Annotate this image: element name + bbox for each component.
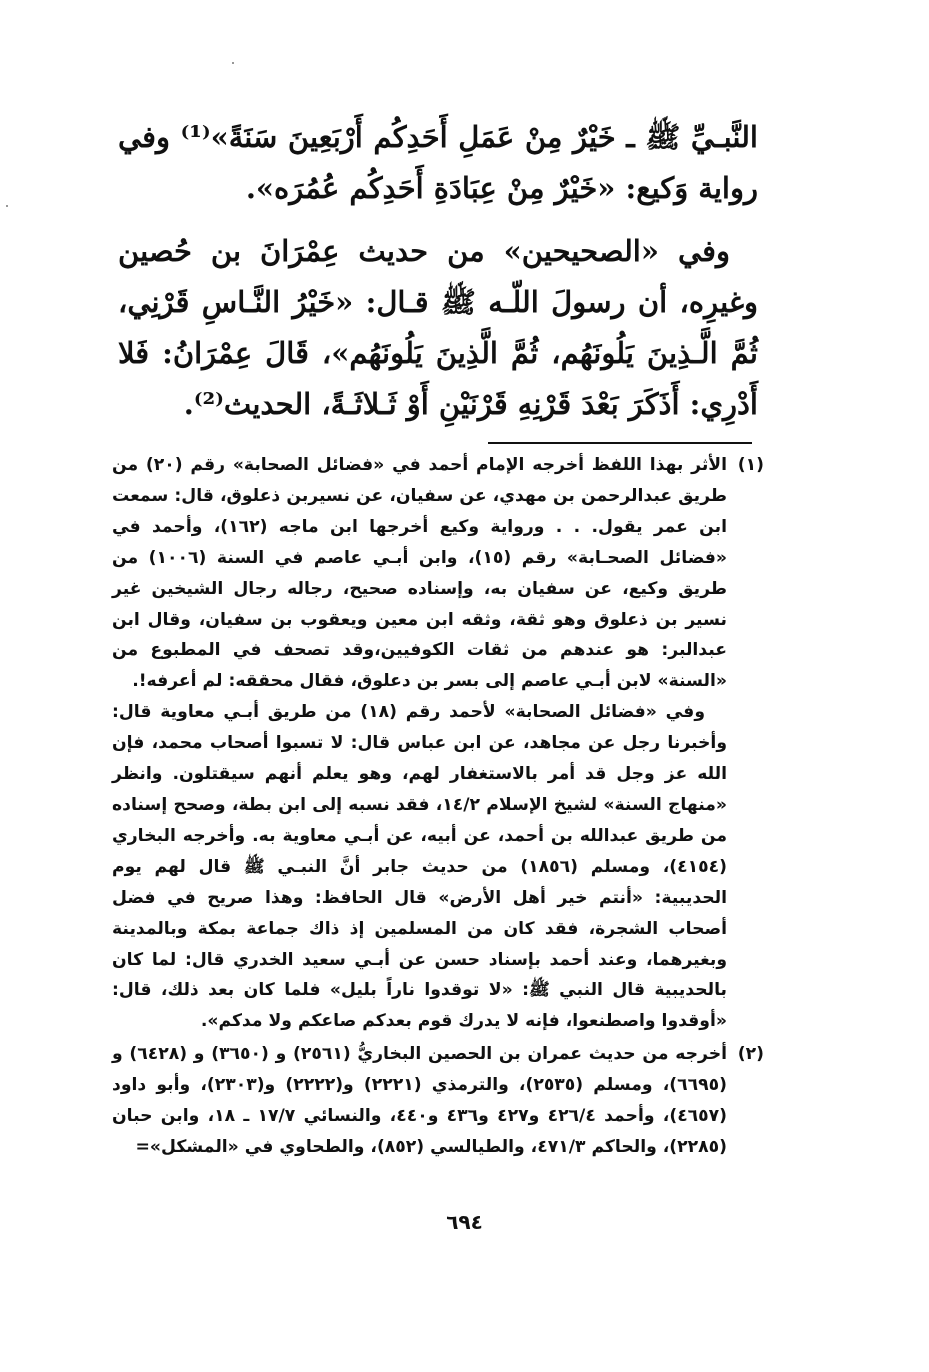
page-number: ٦٩٤ bbox=[446, 1210, 483, 1234]
main-paragraph-2 bbox=[118, 226, 758, 430]
scan-speck bbox=[232, 62, 234, 64]
footnote-2-text: أخرجه من حديث عمران بن الحصين البخاريُّ (٢٥٦١) و (٣٦٥٠) و (٦٤٢٨) و (٦٦٩٥)، ومسلم (٢٥٣٥)، والترمذي (٢٢٢١) و(٢٢٢٢) و(٢٣٠٣)، وأبو داود (٤٦٥٧)، وأحمد ٤٢٦/٤ و٤٢٧ و٤٣٦ و٤٤٠، والنسائي ١٧/٧ ـ ١٨، وابن حبان (٢٢٨٥)، والحاكم ٤٧١/٣، والطيالسي (٨٥٢)، والطحاوي في «المشكل»= bbox=[112, 1044, 728, 1157]
footnote-2 bbox=[112, 1039, 764, 1163]
main-paragraph-1-text: النَّبـيِّ ﷺ ـ خَيْرٌ مِنْ عَمَلِ أَحَدِكُم أَرْبَعِينَ سَنَةً»⁽¹⁾ وفي رواية وَكيع: «خَيْرٌ مِنْ عِبَادَةِ أَحَدِكُم عُمُرَه». bbox=[118, 120, 758, 205]
footnote-1-continuation: وفي «فضائل الصحابة» لأحمد رقم (١٨) من طريق أبـي معاوية قال: وأخبرنا رجل عن مجاهد، عن ابن عباس قال: لا تسبوا أصحاب محمد، فإن الله عز وجل قد أمر بالاستغفار لهم، وهو يعلم أنهم سيقتلون. وانظر «منهاج السنة» لشيخ الإسلام ١٤/٢، فقد نسبه إلى ابن بطة، وصحح إسناده من طريق عبدالله بن أحمد، عن أبيه، عن أبـي معاوية به. وأخرجه البخاري (٤١٥٤)، ومسلم (١٨٥٦) من حديث جابر أنَّ النبـي ﷺ قال لهم يوم الحديبية: «أنتم خير أهل الأرض» قال الحافظ: وهذا صريح في فضل أصحاب الشجرة، فقد كان من المسلمين إذ ذاك جماعة بمكة وبالمدينة وبغيرهما، وعند أحمد بإسناد حسن عن أبـي سعيد الخدري قال: لما كان بالحديبية قال النبي ﷺ: «لا توقدوا ناراً بليل» فلما كان بعد ذلك، قال: «أوقدوا واصطنعوا، فإنه لا يدرك قوم بعدكم صاعكم ولا مدكم». bbox=[112, 702, 727, 1032]
scan-speck bbox=[6, 205, 8, 207]
main-paragraph-2-text: وفي «الصحيحين» من حديث عِمْرَانَ بن حُصين وغيرِه، أن رسولَ اللّـه ﷺ قـال: «خَيْرُ النَّـاسِ قَرْنِي، ثُمَّ الَّـذِينَ يَلُونَهُم، ثُمَّ الَّذِينَ يَلُونَهُم»، قَالَ عِمْرَانُ: فَلا أَدْرِي: أَذَكَرَ بَعْدَ قَرْنِهِ قَرْنَيْنِ أَوْ ثَـلاثَـةً، الحديث⁽²⁾. bbox=[118, 234, 758, 421]
footnote-1-number: (١) bbox=[737, 455, 764, 475]
main-paragraph-1 bbox=[118, 112, 758, 214]
footnote-1 bbox=[112, 450, 764, 1037]
footnote-2-number: (٢) bbox=[737, 1044, 764, 1065]
footnotes-section bbox=[112, 450, 764, 1163]
footnote-1-text: الأثر بهذا اللفظ أخرجه الإمام أحمد في «فضائل الصحابة» رقم (٢٠) من طريق عبدالرحمن بن مهدي، عن سفيان، عن نسيربن ذعلوق، قال: سمعت ابن عمر يقول. . . ورواية وكيع أخرجها ابن ماجه (١٦٢)، وأحمد في «فضائل الصحـابة» رقم (١٥)، وابن أبـي عاصم في السنة (١٠٠٦) من طريق وكيع، عن سفيان به، وإسناده صحيح، رجاله رجال الشيخين غير نسير بن ذعلوق وهو ثقة، وثقه ابن معين ويعقوب بن سفيان، وقال ابن عبدالبر: هو عندهم من ثقات الكوفيين،وقد تصحف في المطبوع من «السنة» لابن أبـي عاصم إلى بسر بن دعلوق، فقال محققه: لم أعرفه!. bbox=[112, 455, 728, 692]
footnote-separator bbox=[488, 442, 752, 444]
